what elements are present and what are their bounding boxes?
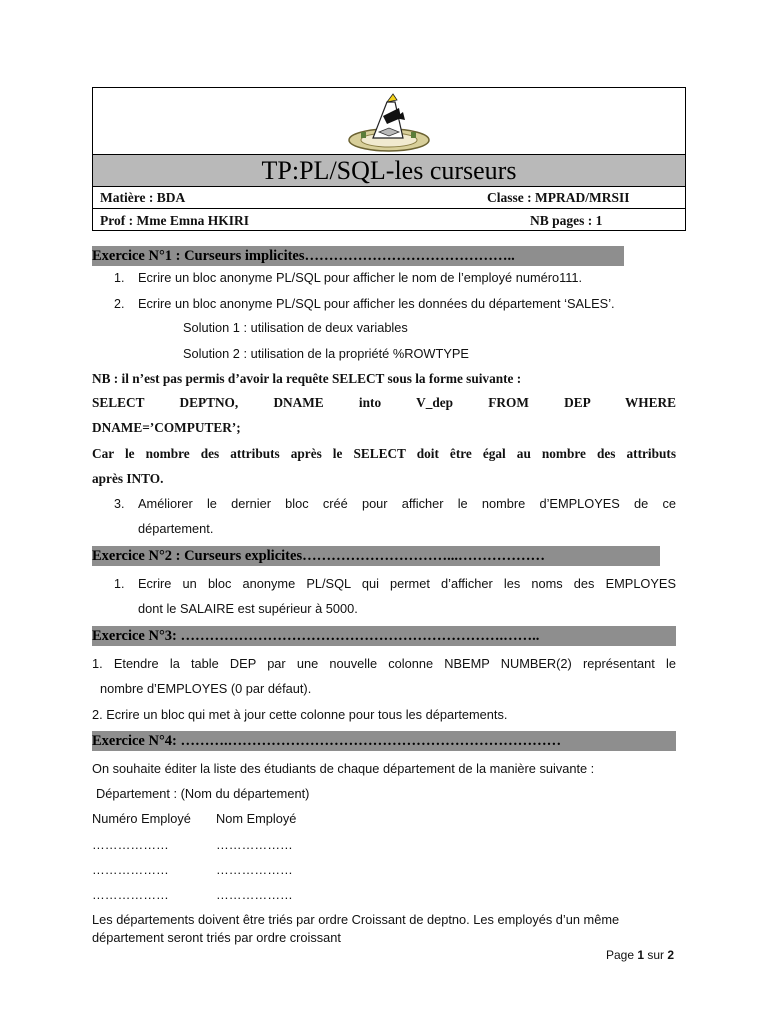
footer-total-pages: 2 — [667, 948, 675, 962]
car-line-1: Car le nombre des attributs après le SELECT doit être égal au nombre des attributs — [92, 446, 676, 461]
ex4-closing-1: Les départements doivent être triés par ordre Croissant de deptno. Les employés d’un même — [92, 912, 620, 927]
item-3-line-2: département. — [138, 521, 214, 536]
column-header-numero: Numéro Employé — [92, 811, 191, 826]
header-box — [92, 87, 686, 231]
list-number: 2. — [114, 297, 125, 311]
item-3-line-1: Améliorer le dernier bloc créé pour afficher le nombre d’EMPLOYES de ce — [138, 496, 676, 511]
column-header-nom: Nom Employé — [216, 811, 297, 826]
placeholder-dots: ……………… — [216, 887, 293, 902]
select-line-2: DNAME=’COMPUTER’; — [92, 420, 241, 435]
info-row-course — [93, 187, 685, 209]
placeholder-dots: ……………… — [92, 862, 169, 877]
logo-emblem-icon — [343, 88, 435, 154]
exercise-3-heading: Exercice N°3: ………………………………………………………….…….. — [92, 626, 676, 646]
classe-label: Classe : MPRAD/MRSII — [487, 190, 630, 205]
page-title: TP:PL/SQL-les curseurs — [261, 156, 517, 185]
placeholder-dots: ……………… — [216, 862, 293, 877]
solution-2-text: Solution 2 : utilisation de la propriété %ROWTYPE — [183, 346, 469, 361]
footer-current-page: 1 — [637, 948, 645, 962]
matiere-label: Matière : BDA — [100, 190, 186, 205]
placeholder-dots: ……………… — [216, 837, 293, 852]
exercise-1-heading: Exercice N°1 : Curseurs implicites…………………………………….. — [92, 246, 624, 266]
exercise-2-heading: Exercice N°2 : Curseurs explicites…………………………...……………… — [92, 546, 660, 566]
select-line-1: SELECT DEPTNO, DNAME into V_dep FROM DEP WHERE — [92, 395, 676, 410]
ex4-intro: On souhaite éditer la liste des étudiants de chaque département de la manière suivante : — [92, 761, 595, 776]
list-number: 3. — [114, 497, 125, 511]
list-number: 1. — [114, 271, 125, 285]
ex4-closing-2: département seront triés par ordre croissant — [92, 930, 341, 945]
nb-pages-label: NB pages : 1 — [530, 213, 603, 228]
placeholder-dots: ……………… — [92, 887, 169, 902]
list-item: Ecrire un bloc anonyme PL/SQL pour afficher les données du département ‘SALES’. — [138, 296, 615, 311]
ex3-line-1: 1. Etendre la table DEP par une nouvelle colonne NBEMP NUMBER(2) représentant le — [92, 656, 676, 671]
list-item: Ecrire un bloc anonyme PL/SQL pour afficher le nom de l’employé numéro111. — [138, 270, 583, 285]
placeholder-dots: ……………… — [92, 837, 169, 852]
car-line-2: après INTO. — [92, 471, 164, 486]
prof-label: Prof : Mme Emna HKIRI — [100, 213, 249, 228]
page-footer — [606, 947, 674, 963]
exercise-4-heading: Exercice N°4: ……….…………………………………………………………… — [92, 731, 676, 751]
ex2-line-1: Ecrire un bloc anonyme PL/SQL qui permet d’afficher les noms des EMPLOYES — [138, 576, 676, 591]
list-number: 1. — [114, 577, 125, 591]
info-row-prof — [93, 210, 685, 232]
title-band — [93, 154, 685, 187]
ex3-line-2: nombre d’EMPLOYES (0 par défaut). — [100, 681, 312, 696]
solution-1-text: Solution 1 : utilisation de deux variables — [183, 320, 408, 335]
nb-note: NB : il n’est pas permis d’avoir la requête SELECT sous la forme suivante : — [92, 371, 522, 386]
ex3-line-3: 2. Ecrire un bloc qui met à jour cette colonne pour tous les départements. — [92, 707, 508, 722]
footer-prefix: Page — [606, 948, 638, 962]
footer-middle: sur — [644, 948, 668, 962]
ex2-line-2: dont le SALAIRE est supérieur à 5000. — [138, 601, 358, 616]
ex4-dept: Département : (Nom du département) — [96, 786, 310, 801]
